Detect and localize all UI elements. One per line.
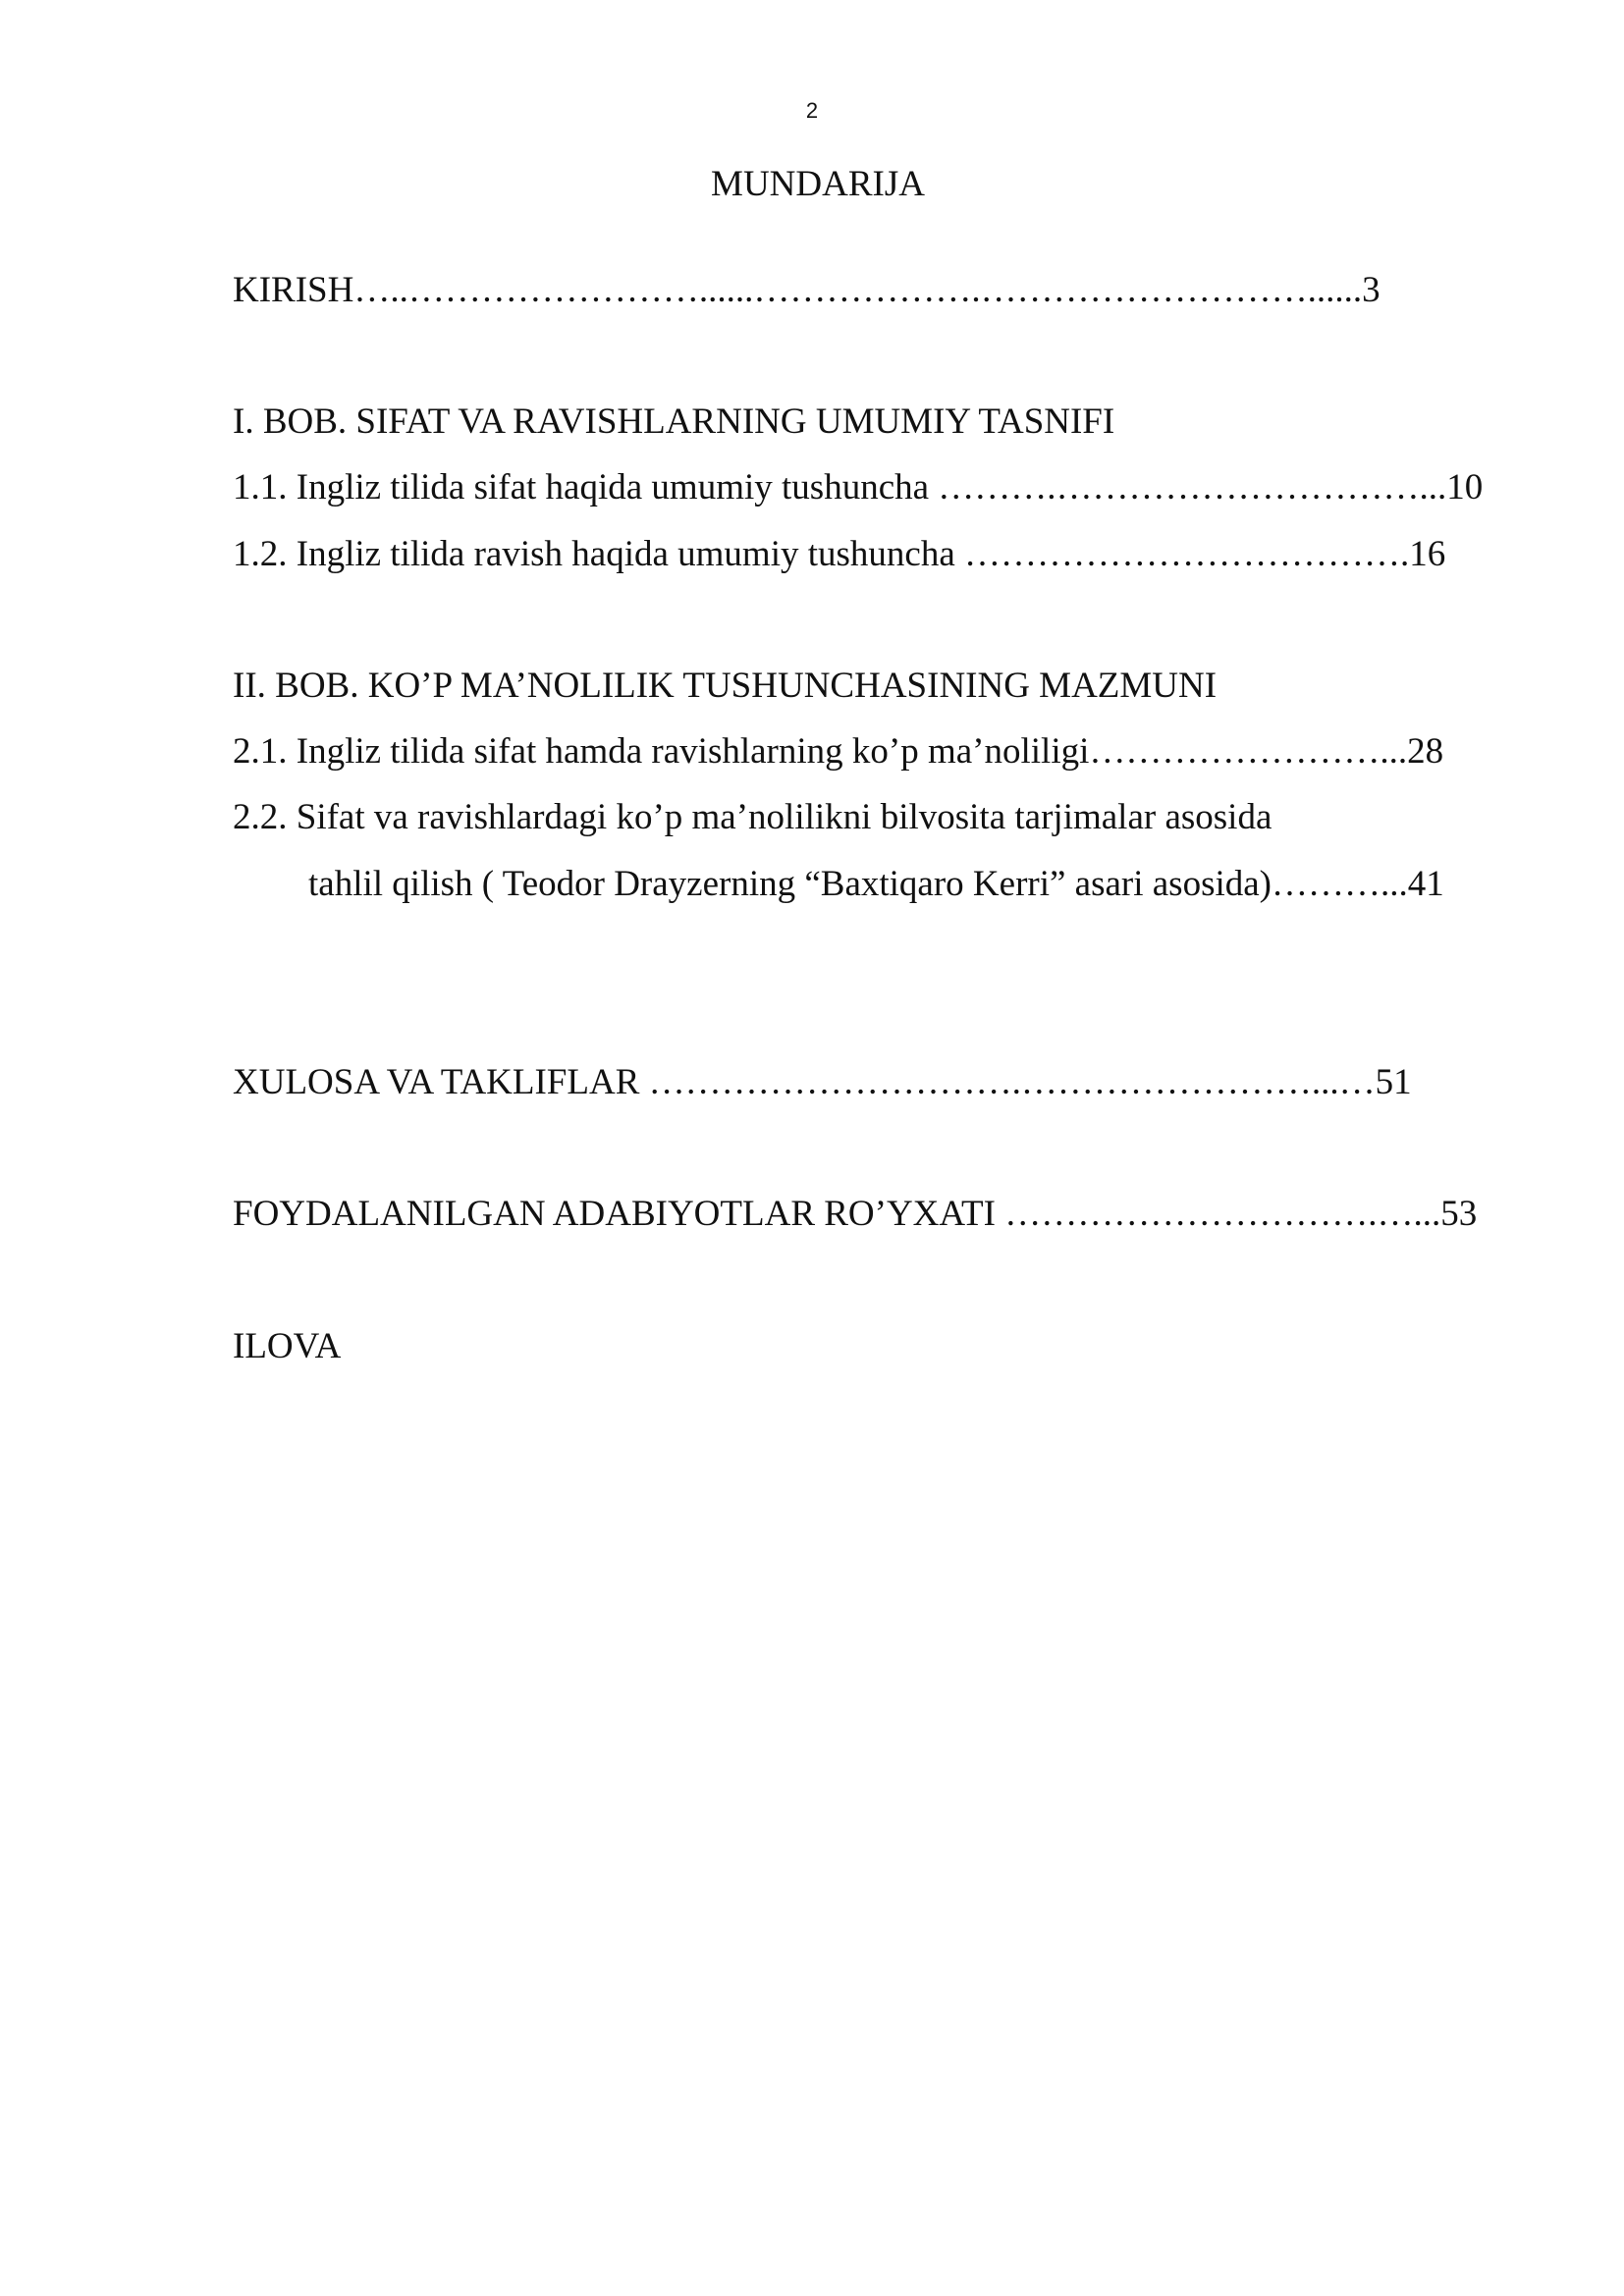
toc-entry-2-2-continuation: tahlil qilish ( Teodor Drayzerning “Baxtiqaro Kerri” asari asosida)………...41 (308, 864, 1444, 904)
toc-entry-xulosa: XULOSA VA TAKLIFLAR ………………………….……………………...…51 (233, 1062, 1412, 1102)
toc-chapter-2-heading: II. BOB. KO’P MA’NOLILIK TUSHUNCHASINING MAZMUNI (233, 666, 1218, 706)
page-title: MUNDARIJA (711, 164, 925, 204)
toc-entry-2-2: 2.2. Sifat va ravishlardagi ko’p ma’nolilikni bilvosita tarjimalar asosida (233, 797, 1272, 837)
toc-entry-1-1: 1.1. Ingliz tilida sifat haqida umumiy tushuncha ……….…………………………...10 (233, 467, 1484, 507)
page-number: 2 (805, 98, 819, 123)
toc-entry-2-1: 2.1. Ingliz tilida sifat hamda ravishlarning ko’p ma’noliligi……………………...28 (233, 731, 1444, 772)
toc-entry-kirish: KIRISH…..……………………......……………….………………………......3 (233, 270, 1380, 310)
toc-entry-1-2: 1.2. Ingliz tilida ravish haqida umumiy tushuncha ……………………………….16 (233, 534, 1446, 574)
toc-entry-foydalanilgan-adabiyotlar: FOYDALANILGAN ADABIYOTLAR RO’YXATI ………………………….…...53 (233, 1194, 1478, 1234)
toc-entry-ilova: ILOVA (233, 1326, 342, 1366)
toc-chapter-1-heading: I. BOB. SIFAT VA RAVISHLARNING UMUMIY TASNIFI (233, 401, 1115, 442)
